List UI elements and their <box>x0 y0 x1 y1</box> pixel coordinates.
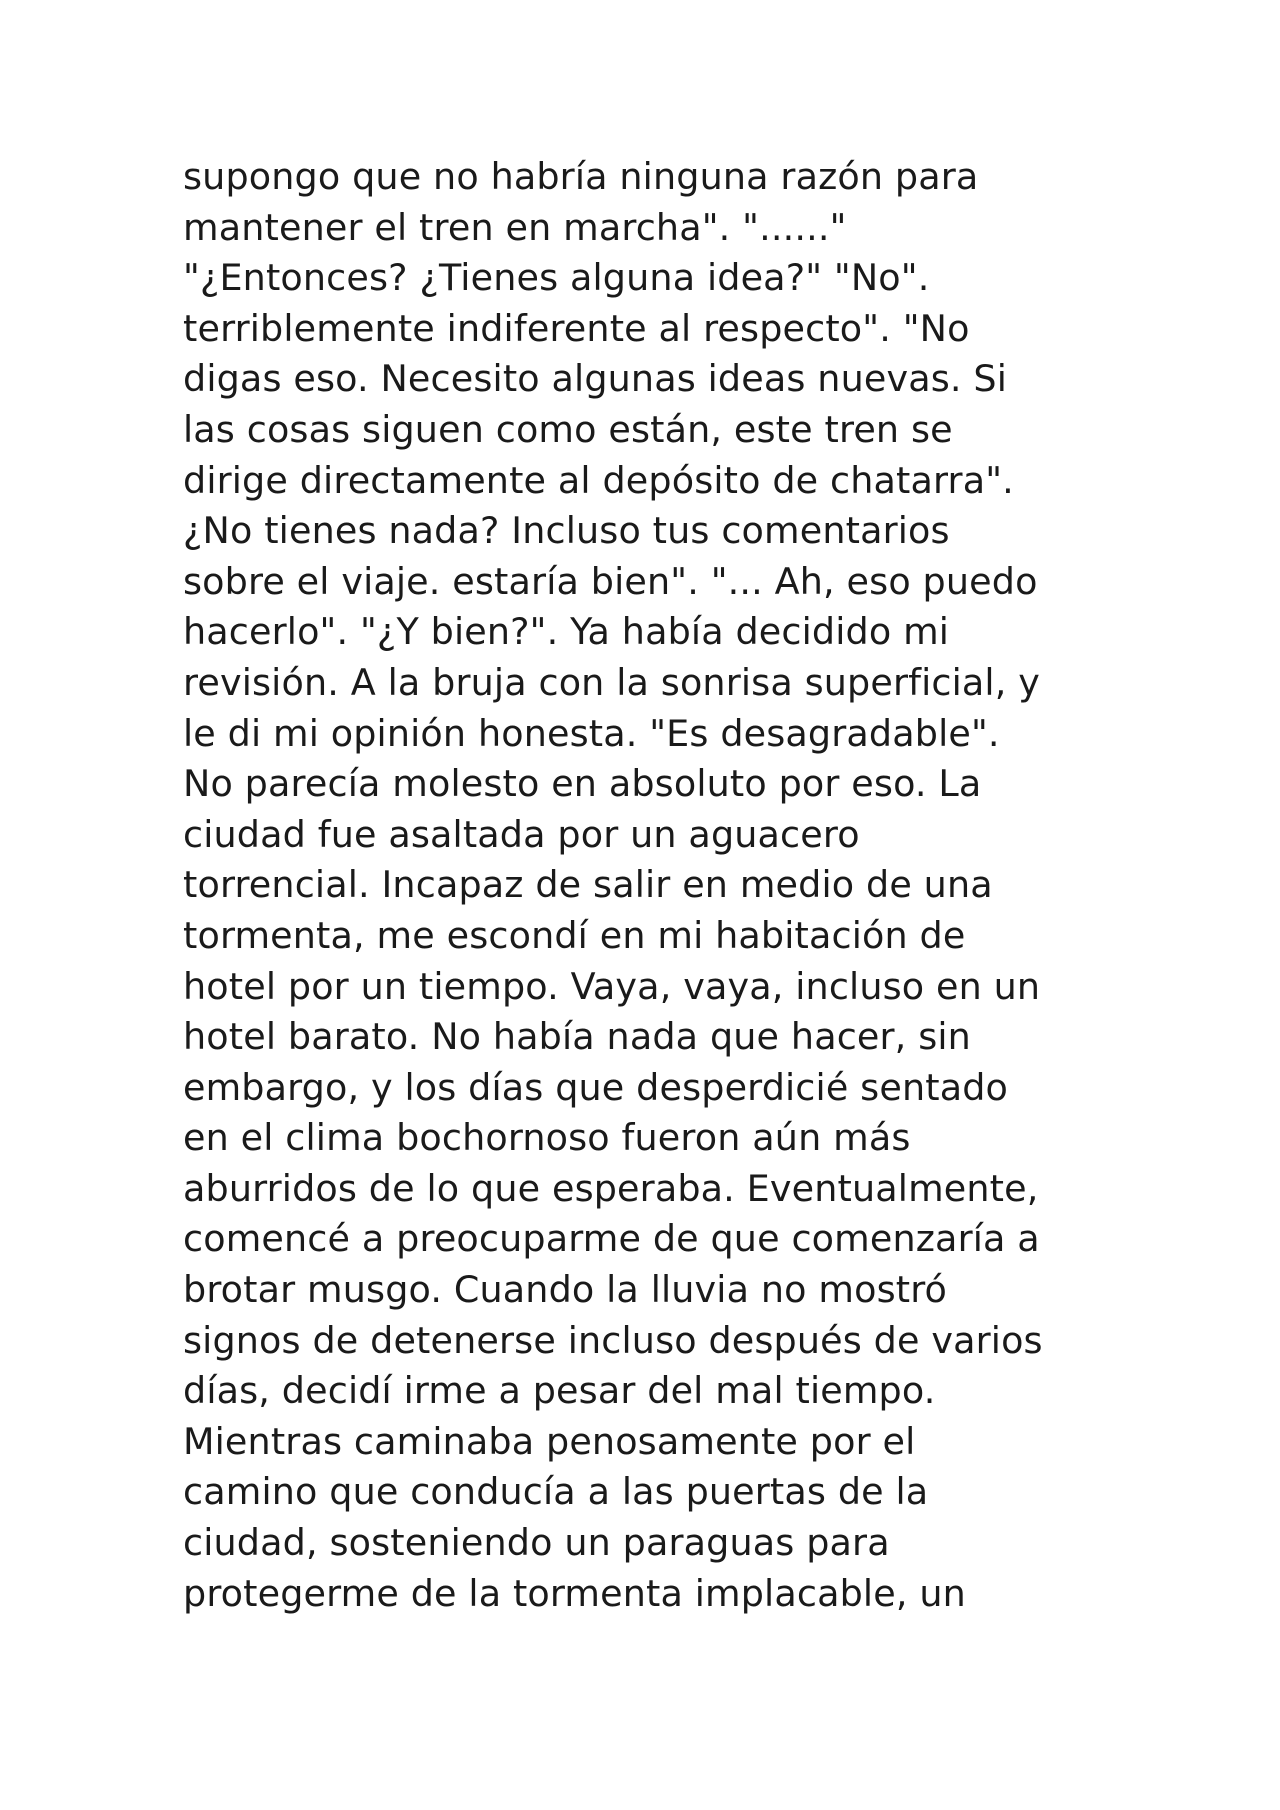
text-line: camino que conducía a las puertas de la <box>183 1470 929 1514</box>
text-line: protegerme de la tormenta implacable, un <box>183 1571 966 1615</box>
body-text <box>183 152 1123 1619</box>
text-line: brotar musgo. Cuando la lluvia no mostró <box>183 1268 948 1312</box>
text-line: las cosas siguen como están, este tren se <box>183 407 953 451</box>
text-line: sobre el viaje. estaría bien". "... Ah, eso puedo <box>183 559 1038 603</box>
text-line: en el clima bochornoso fueron aún más <box>183 1116 911 1160</box>
text-line: terriblemente indiferente al respecto". "No <box>183 306 970 350</box>
text-line: revisión. A la bruja con la sonrisa superficial, y <box>183 660 1040 704</box>
text-line: signos de detenerse incluso después de varios <box>183 1318 1043 1362</box>
text-line: hotel por un tiempo. Vaya, vaya, incluso en un <box>183 964 1041 1008</box>
text-line: comencé a preocuparme de que comenzaría a <box>183 1217 1040 1261</box>
text-line: hacerlo". "¿Y bien?". Ya había decidido mi <box>183 610 950 654</box>
text-line: Mientras caminaba penosamente por el <box>183 1419 916 1463</box>
text-line: ciudad, sosteniendo un paraguas para <box>183 1521 890 1565</box>
text-line: embargo, y los días que desperdicié sentado <box>183 1065 1009 1109</box>
text-line: le di mi opinión honesta. "Es desagradable". <box>183 711 1000 755</box>
text-line: ¿No tienes nada? Incluso tus comentarios <box>183 509 950 553</box>
text-line: dirige directamente al depósito de chatarra". <box>183 458 1014 502</box>
text-line: digas eso. Necesito algunas ideas nuevas. Si <box>183 357 1008 401</box>
text-line: mantener el tren en marcha". "......" <box>183 205 847 249</box>
text-line: ciudad fue asaltada por un aguacero <box>183 812 860 856</box>
text-line: días, decidí irme a pesar del mal tiempo. <box>183 1369 936 1413</box>
text-line: supongo que no habría ninguna razón para <box>183 155 979 198</box>
text-line: torrencial. Incapaz de salir en medio de una <box>183 863 993 907</box>
text-line: aburridos de lo que esperaba. Eventualmente, <box>183 1166 1039 1210</box>
text-line: No parecía molesto en absoluto por eso. La <box>183 762 982 806</box>
text-line: hotel barato. No había nada que hacer, sin <box>183 1015 971 1059</box>
text-line: tormenta, me escondí en mi habitación de <box>183 913 966 957</box>
text-line: "¿Entonces? ¿Tienes alguna idea?" "No". <box>183 256 930 300</box>
